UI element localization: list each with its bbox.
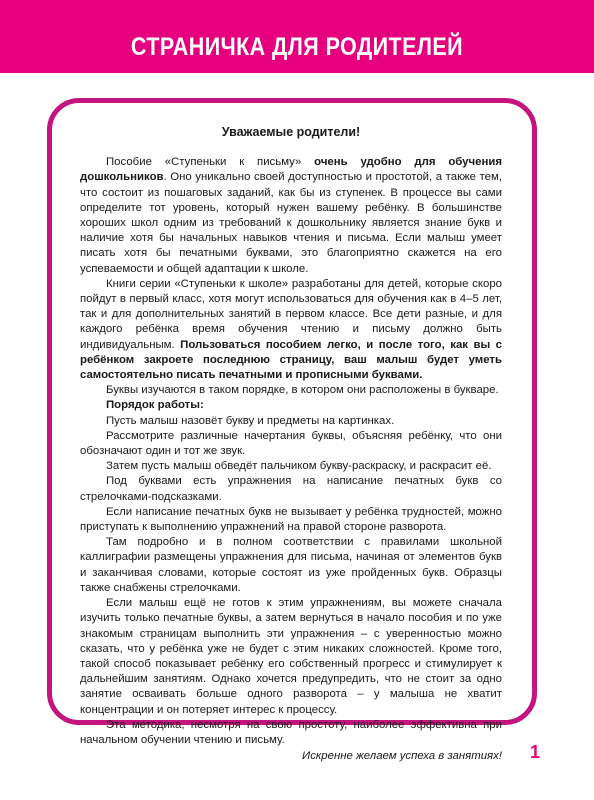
letter-frame [47,98,537,763]
paragraph-book-series: Книги серии «Ступеньки к школе» разработаны для детей, которые скоро пойдут в первый класс, хотя могут использоваться для обучения как в 4–5 лет, так и для дополнительных занятий в первом классе. Все дети разные, и для каждого ребёнка время обучения чтению и письму должно быть индивидуальным. Пользоваться пособием легко, и после того, как вы с ребёнком закроете последнюю страницу, ваш малыш будет уметь самостоятельно писать печатными и прописными буквами. [80,277,503,382]
page-title: СТРАНИЧКА ДЛЯ РОДИТЕЛЕЙ [130,33,464,61]
paragraph-intro: Пособие «Ступеньки к письму» очень удобно для обучения дошкольников. Оно уникально своей доступностью и простотой, а также тем, что состоит из пошаговых заданий, как бы из ступенек. В процессе вы сами определите тот уровень, который нужен вашему ребёнку. В большинстве хороших школ одним из требований к дошкольнику является знание букв и наличие хотя бы начальных навыков чтения и письма. Если малыш умеет писать хотя бы печатными буквами, это благоприятно скажется на его успеваемости и общей адаптации к школе. [80,156,502,275]
paragraph-calligraphy: Там подробно и в полном соответствии с правилами школьной каллиграфии размещены упражнения для письма, начиная от элементов букв и заканчивая словами, которые состоят из уже пройденных букв. Образцы также снабжены стрелочками. [80,536,502,594]
paragraph-method: Эта методика, несмотря на свою простоту, наиболее эффективна при начальном обучении чтению и письму. [80,718,502,746]
letter-greeting: Уважаемые родители! [221,125,361,139]
letter-content [80,125,502,764]
paragraph-step-name: Пусть малыш назовёт букву и предметы на картинках. [106,414,395,427]
paragraph-step-exercises: Под буквами есть упражнения на написание печатных букв со стрелочками-подсказками. [80,475,502,503]
page-header-banner [0,0,594,73]
paragraph-work-order-heading: Порядок работы: [106,399,204,412]
paragraph-letter-order: Буквы изучаются в таком порядке, в котором они расположены в букваре. [106,384,499,397]
paragraph-not-ready: Если малыш ещё не готов к этим упражнениям, вы можете сначала изучить только печатные буквы, а затем вернуться в начало пособия и по уже знакомым страницам выполнить эти упражнения – с уверенностью можно сказать, что у ребёнка уже не будет с этим никаких сложностей. Кроме того, такой способ показывает ребёнку его собственный прогресс и стимулирует к дальнейшим занятиям. Однако хочется предупредить, что не стоит за одно занятие осваивать больше одного разворота – у малыша не хватит концентрации и он потеряет интерес к процессу. [80,597,502,716]
paragraph-step-trace: Затем пусть малыш обведёт пальчиком букву-раскраску, и раскрасит её. [106,460,492,473]
paragraph-step-shapes: Рассмотрите различные начертания буквы, объясняя ребёнку, что они обозначают один и тот же звук. [80,429,502,458]
paragraph-step-right-page: Если написание печатных букв не вызывает у ребёнка трудностей, можно приступать к выполнению упражнений на правой стороне разворота. [80,505,502,534]
letter-signoff: Искренне желаем успеха в занятиях! [302,750,502,763]
page-number: 1 [529,742,540,762]
